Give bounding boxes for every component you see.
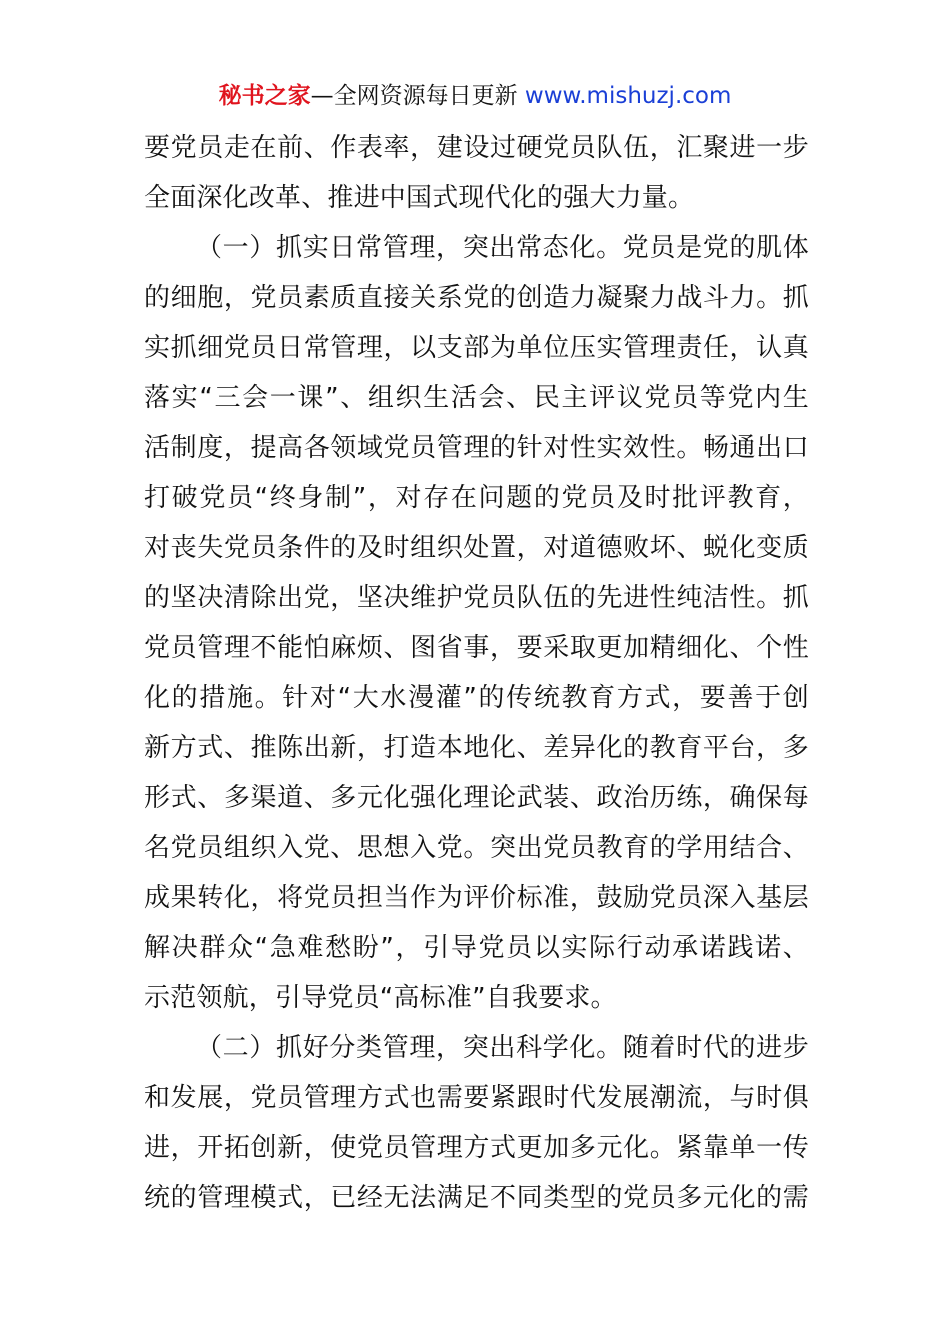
section-heading-line: （二）抓好分类管理，突出科学化。随着时代的进步 — [196, 1033, 809, 1063]
site-tagline: —全网资源每日更新 — [310, 83, 525, 109]
text-line: 的坚决清除出党，坚决维护党员队伍的先进性纯洁性。抓 — [144, 583, 809, 613]
text-line: 形式、多渠道、多元化强化理论武装、政治历练，确保每 — [144, 783, 809, 813]
text-line: 和发展，党员管理方式也需要紧跟时代发展潮流，与时俱 — [144, 1083, 809, 1113]
text-line: 全面深化改革、推进中国式现代化的强大力量。 — [144, 183, 695, 213]
text-line: 进，开拓创新，使党员管理方式更加多元化。紧靠单一传 — [144, 1133, 809, 1163]
site-header — [0, 80, 950, 112]
text-line: 打破党员“终身制”，对存在问题的党员及时批评教育， — [144, 483, 809, 513]
text-line: 落实“三会一课”、组织生活会、民主评议党员等党内生 — [144, 383, 809, 413]
text-line: 名党员组织入党、思想入党。突出党员教育的学用结合、 — [144, 833, 809, 863]
text-line: 统的管理模式，已经无法满足不同类型的党员多元化的需 — [144, 1183, 809, 1213]
text-line: 党员管理不能怕麻烦、图省事，要采取更加精细化、个性 — [144, 633, 809, 663]
text-line: 实抓细党员日常管理，以支部为单位压实管理责任，认真 — [144, 333, 809, 363]
site-url-link[interactable]: www.mishuzj.com — [524, 83, 732, 109]
text-line: 示范领航，引导党员“高标准”自我要求。 — [144, 983, 617, 1013]
text-line: 要党员走在前、作表率，建设过硬党员队伍，汇聚进一步 — [144, 133, 809, 163]
section-heading-line: （一）抓实日常管理，突出常态化。党员是党的肌体 — [196, 233, 809, 263]
text-line: 的细胞，党员素质直接关系党的创造力凝聚力战斗力。抓 — [144, 283, 809, 313]
document-body — [144, 123, 809, 1223]
text-line: 解决群众“急难愁盼”，引导党员以实际行动承诺践诺、 — [144, 933, 809, 963]
text-line: 成果转化，将党员担当作为评价标准，鼓励党员深入基层 — [144, 883, 809, 913]
text-line: 新方式、推陈出新，打造本地化、差异化的教育平台，多 — [144, 733, 809, 763]
site-brand: 秘书之家 — [218, 83, 311, 109]
text-line: 活制度，提高各领域党员管理的针对性实效性。畅通出口 — [144, 433, 809, 463]
text-line: 化的措施。针对“大水漫灌”的传统教育方式，要善于创 — [144, 683, 809, 713]
text-line: 对丧失党员条件的及时组织处置，对道德败坏、蜕化变质 — [144, 533, 809, 563]
